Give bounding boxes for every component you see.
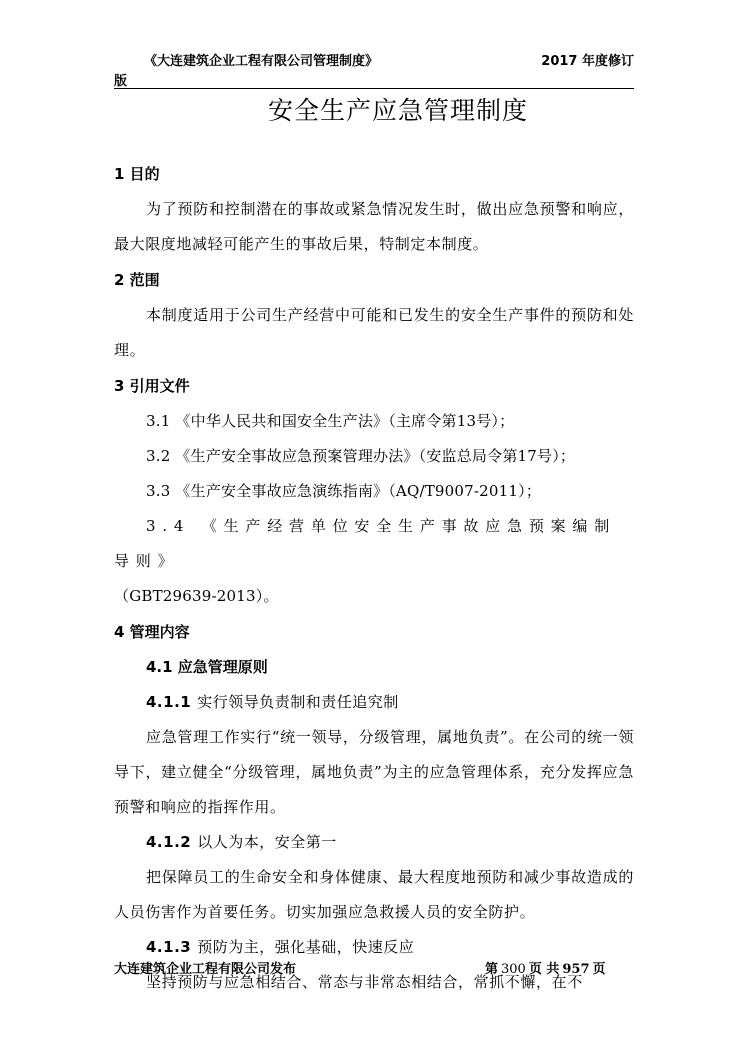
principle-title: 预防为主，强化基础，快速反应 (197, 938, 415, 956)
principle-paragraph: 应急管理工作实行“统一领导，分级管理，属地负责”。在公司的统一领导下，建立健全“分级管理，属地负责”为主的应急管理体系，充分发挥应急预警和响应的指挥作用。 (114, 728, 634, 816)
reference-item: 3.3 《生产安全事故应急演练指南》（AQ/T9007-2011）； (146, 482, 542, 500)
section-heading-purpose: 1 目的 (114, 165, 160, 183)
document-title: 安全生产应急管理制度 (267, 96, 528, 125)
header-doc-name: 《大连建筑企业工程有限公司管理制度》 (144, 54, 379, 69)
document-body (114, 156, 634, 1000)
page-suffix: 页 (592, 962, 606, 977)
principle-paragraph: 坚持预防与应急相结合、常态与非常态相结合，常抓不懈，在不 (146, 973, 583, 991)
principle-number: 4.1.2 (146, 833, 192, 851)
subsection-heading-principles: 4.1 应急管理原则 (146, 658, 268, 676)
header-revision: 2017 年度修订 (541, 54, 634, 69)
principle-heading (114, 685, 634, 720)
reference-item: 3.2 《生产安全事故应急预案管理办法》（安监总局令第17号）； (146, 447, 576, 465)
section-heading-management: 4 管理内容 (114, 623, 190, 641)
page-prefix: 第 (485, 962, 499, 977)
reference-item-line1: 3.4 《生产经营单位安全生产事故应急预案编制导则》 (114, 517, 617, 570)
section-paragraph-scope: 本制度适用于公司生产经营中可能和已发生的安全生产事件的预防和处理。 (114, 306, 634, 359)
page-current: 300 (501, 962, 526, 977)
reference-item: 3.1 《中华人民共和国安全生产法》（主席令第13号）； (146, 412, 515, 430)
reference-item (114, 509, 634, 579)
principle-paragraph: 把保障员工的生命安全和身体健康、最大程度地预防和减少事故造成的人员伤害作为首要任务。切实加强应急救援人员的安全防护。 (114, 868, 634, 921)
header-divider (114, 88, 634, 89)
reference-item-continued: （GBT29639-2013）。 (114, 587, 279, 605)
principle-heading (114, 825, 634, 860)
principle-title: 实行领导负责制和责任追究制 (197, 693, 399, 711)
principle-number: 4.1.3 (146, 938, 192, 956)
page-total: 957 (562, 962, 590, 977)
section-heading-scope: 2 范围 (114, 271, 160, 289)
section-paragraph-purpose: 为了预防和控制潜在的事故或紧急情况发生时，做出应急预警和响应，最大限度地减轻可能产生的事故后果，特制定本制度。 (114, 200, 634, 253)
principle-number: 4.1.1 (146, 693, 192, 711)
page-mid: 页 共 (528, 962, 560, 977)
footer-page-counter (485, 958, 606, 982)
section-heading-references: 3 引用文件 (114, 377, 190, 395)
principle-title: 以人为本，安全第一 (197, 833, 337, 851)
footer-publisher: 大连建筑企业工程有限公司发布 (114, 962, 297, 977)
header-revision-wrap: 版 (114, 74, 128, 89)
